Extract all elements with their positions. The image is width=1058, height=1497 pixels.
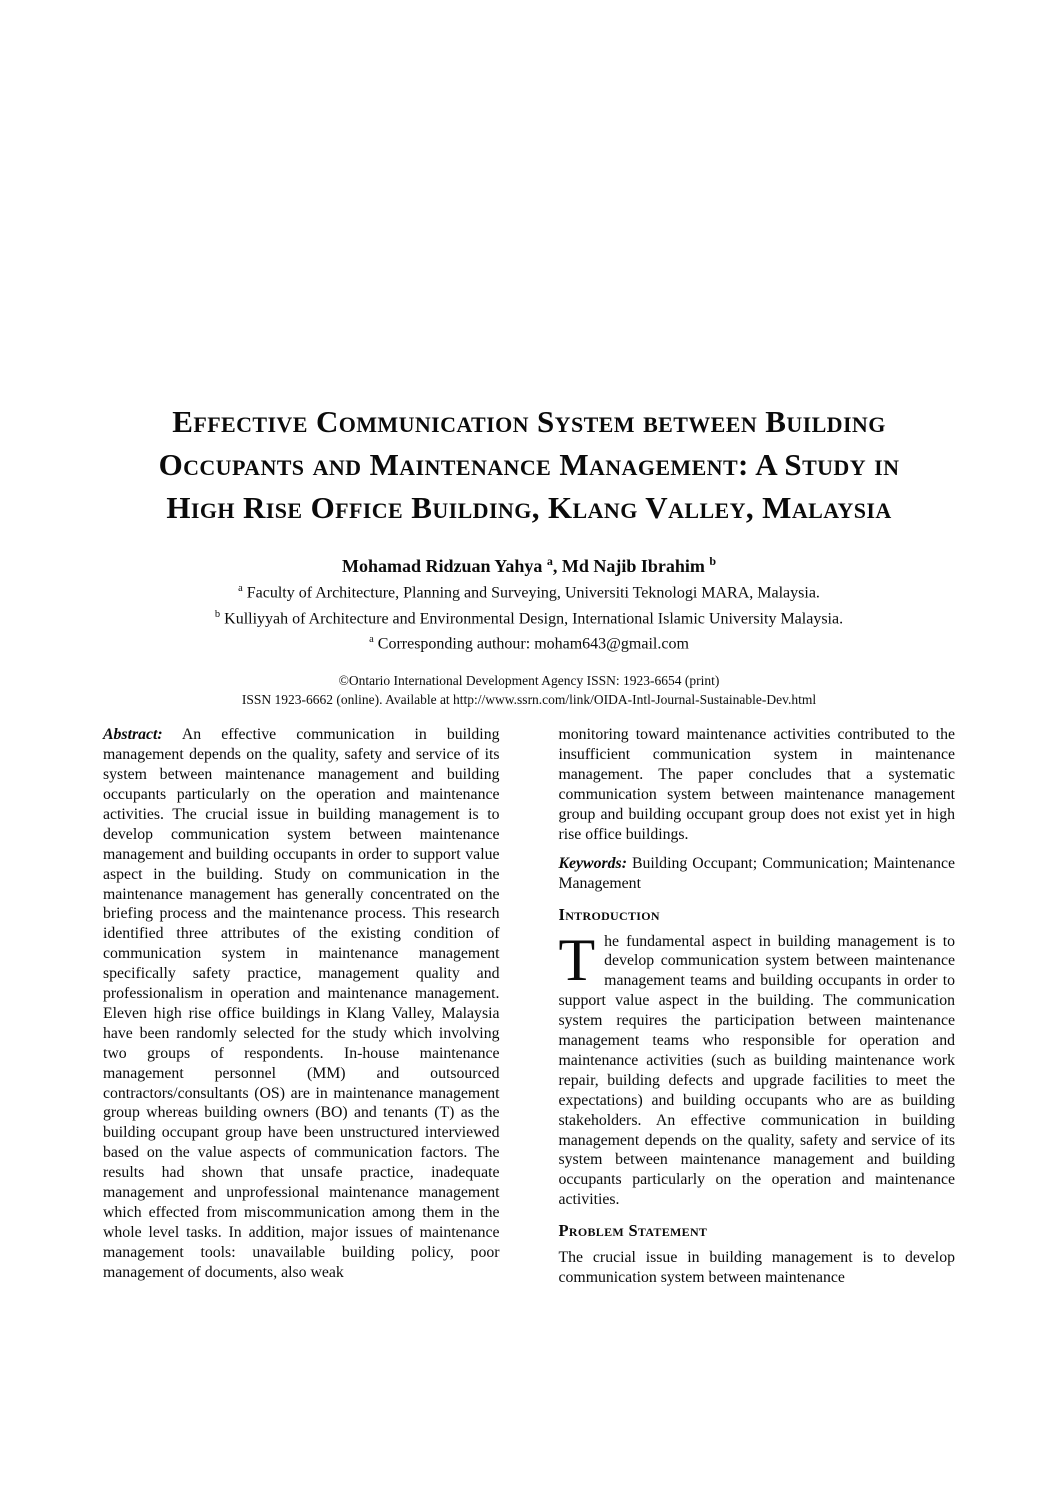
keywords-paragraph: [559, 854, 956, 894]
dropcap-letter: T: [558, 926, 596, 993]
corresponding-author-sup: a: [369, 634, 374, 646]
author-separator: ,: [552, 555, 562, 576]
publisher-line-1: ©Ontario International Development Agency ISSN: 1923-6654 (print): [338, 673, 720, 689]
affiliation-b-text: Kulliyyah of Architecture and Environmental Design, International Islamic University Malaysia.: [224, 609, 844, 627]
corresponding-author: [103, 629, 955, 655]
paper-title: [103, 400, 955, 529]
problem-statement-paragraph: The crucial issue in building management is to develop communication system between maintenance: [558, 1249, 955, 1287]
publisher-block: [103, 671, 955, 709]
introduction-text: he fundamental aspect in building management is to develop communication system between maintenance management teams and building occupants in order to support value aspect in the building. The communication system requires the participation between maintenance management teams who responsible for operation and maintenance activities (such as building maintenance work repair, building defects and upgrade facilities to meet the expectations) and building occupants who are as building stakeholders. An effective communication in building management depends on the quality, safety and service of its system between maintenance management and building occupants particularly on the operation and maintenance activities.: [558, 932, 955, 1209]
title-line-2: Occupants and Maintenance Management: A Study in: [158, 447, 900, 482]
two-column-body: [103, 725, 955, 1288]
author-line: [103, 550, 955, 578]
title-line-3: High Rise Office Building, Klang Valley, Malaysia: [166, 490, 892, 525]
affiliation-b-sup: b: [214, 608, 221, 620]
introduction-heading: Introduction: [558, 904, 660, 924]
publisher-line-2: ISSN 1923-6662 (online). Available at http://www.ssrn.com/link/OIDA-Intl-Journal-Sustainable-Dev.html: [241, 692, 817, 708]
abstract-paragraph: [103, 725, 500, 1282]
abstract-text-part-1: An effective communication in building management depends on the quality, safety and service of its system between maintenance management and building occupants particularly on the operation and maintenance activities. The crucial issue in building management is to develop communication system between maintenance management and building occupants in order to support value aspect in the building. Study on communication in the maintenance management has generally concentrated on the briefing process and the maintenance process. This research identified three attributes of the existing condition of communication system in maintenance management specifically safety practice, management quality and professionalism in operation and maintenance management. Eleven high rise office buildings in Klang Valley, Malaysia have been randomly selected for the study which involving two groups of respondents. In-house maintenance management personnel (MM) and outsourced contractors/consultants (OS) are in maintenance management group whereas building owners (BO) and tenants (T) as the building occupant group have been unstructured interviewed based on the value aspects of communication factors. The results had shown that unsafe practice, inadequate management and unprofessional maintenance management which effected from miscommunication among them in the whole level tasks. In addition, major issues of maintenance management tools: unavailable building policy, poor management of documents, also weak: [103, 726, 500, 1281]
affiliation-a-text: Faculty of Architecture, Planning and Surveying, Universiti Teknologi MARA, Malaysia.: [246, 584, 820, 602]
introduction-paragraph: [558, 926, 956, 1211]
keywords-text: Building Occupant; Communication; Maintenance Management: [558, 854, 955, 892]
abstract-label: Abstract:: [103, 726, 163, 744]
right-column: [559, 725, 956, 1288]
affiliation-b: [103, 604, 955, 630]
affiliation-a-sup: a: [238, 582, 243, 594]
keywords-label: Keywords:: [558, 854, 627, 872]
corresponding-author-text: Corresponding authour: moham643@gmail.com: [377, 635, 689, 653]
author-sup-2: b: [709, 553, 717, 568]
title-line-1: Effective Communication System between Building: [172, 404, 886, 439]
affiliation-a: [103, 578, 955, 604]
author-name-1: Mohamad Ridzuan Yahya: [341, 555, 543, 576]
abstract-continuation-paragraph: monitoring toward maintenance activities contributed to the insufficient communication system in maintenance management. The paper concludes that a systematic communication system between maintenance management group and building occupant group does not exist yet in high rise office buildings.: [558, 726, 955, 843]
author-sup-1: a: [546, 553, 553, 568]
problem-statement-heading: Problem Statement: [558, 1221, 708, 1241]
left-column: [103, 725, 500, 1288]
author-name-2: Md Najib Ibrahim: [561, 555, 705, 576]
